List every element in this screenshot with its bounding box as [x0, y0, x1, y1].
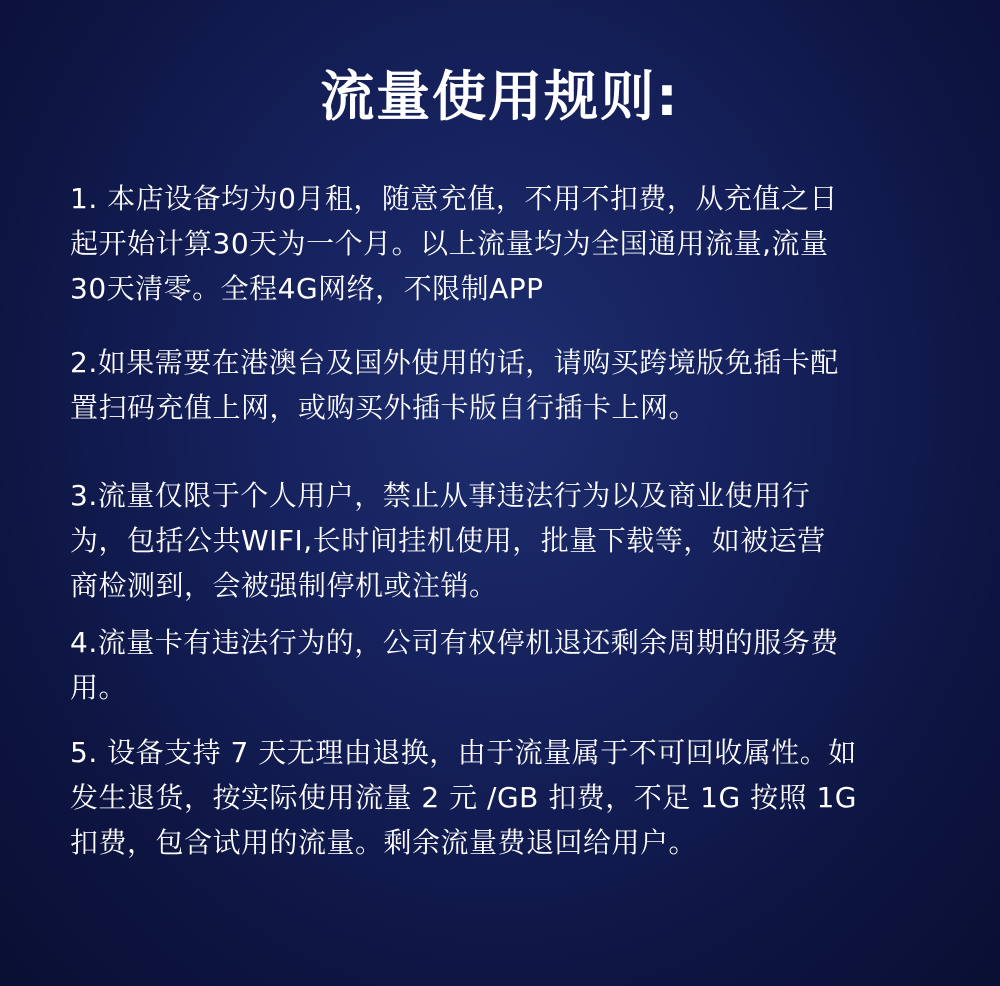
rule-1-line-3: 30天清零。全程4G网络，不限制APP	[70, 272, 544, 305]
rule-item-5	[70, 730, 940, 865]
rule-item-1	[70, 176, 940, 311]
rule-item-2	[70, 340, 940, 430]
rule-1-line-2: 起开始计算30天为一个月。以上流量均为全国通用流量,流量	[70, 227, 829, 260]
rule-2-line-2: 置扫码充值上网，或购买外插卡版自行插卡上网。	[70, 391, 698, 424]
rule-1-line-1: 1. 本店设备均为0月租，随意充值，不用不扣费，从充值之日	[70, 182, 838, 215]
rule-item-3	[70, 473, 940, 608]
rule-3-line-3: 商检测到，会被强制停机或注销。	[70, 569, 498, 602]
page-title: 流量使用规则:	[320, 65, 680, 128]
rule-4-line-2: 用。	[70, 671, 128, 704]
rule-2-line-1: 2.如果需要在港澳台及国外使用的话，请购买跨境版免插卡配	[70, 346, 839, 379]
rule-3-line-2: 为，包括公共WIFI,长时间挂机使用，批量下载等，如被运营	[70, 524, 826, 557]
rule-4-line-1: 4.流量卡有违法行为的，公司有权停机退还剩余周期的服务费	[70, 626, 839, 659]
rule-item-4	[70, 620, 940, 710]
rule-3-line-1: 3.流量仅限于个人用户，禁止从事违法行为以及商业使用行	[70, 479, 811, 512]
rule-5-line-1: 5. 设备支持 7 天无理由退换，由于流量属于不可回收属性。如	[70, 736, 857, 769]
rule-5-line-2: 发生退货，按实际使用流量 2 元 /GB 扣费，不足 1G 按照 1G	[70, 781, 857, 814]
rule-5-line-3: 扣费，包含试用的流量。剩余流量费退回给用户。	[70, 826, 698, 859]
